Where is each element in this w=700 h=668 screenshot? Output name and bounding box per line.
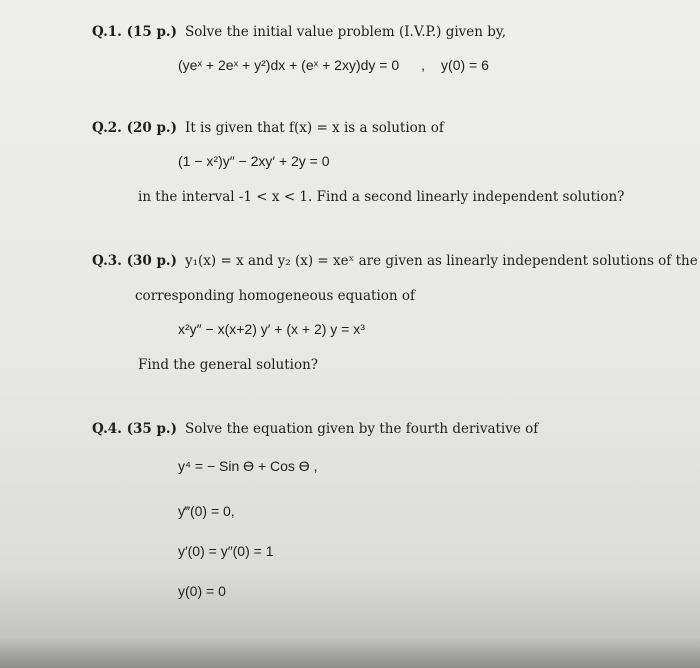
question-3-equation: x²y″ − x(x+2) y′ + (x + 2) y = x³ (178, 321, 365, 337)
question-3-text: y₁(x) = x and y₂ (x) = xeˣ are given as linearly independent solutions of the (184, 253, 698, 269)
question-1-text: Solve the initial value problem (I.V.P.) given by, (184, 24, 507, 40)
question-1-equation: (yeˣ + 2eˣ + y²)dx + (eˣ + 2xy)dy = 0 (178, 57, 400, 73)
question-2-equation: (1 − x²)y″ − 2xy′ + 2y = 0 (178, 153, 330, 169)
question-3-label: Q.3. (30 p.) (92, 253, 177, 269)
question-3-text-2: corresponding homogeneous equation of (135, 288, 416, 304)
question-2-label: Q.2. (20 p.) (92, 120, 177, 136)
question-4-condition-derivatives: y′(0) = y″(0) = 1 (178, 543, 274, 559)
question-4-equation: y⁴ = − Sin ϴ + Cos ϴ , (178, 458, 318, 474)
question-4-text: Solve the equation given by the fourth derivative of (184, 421, 539, 437)
question-4-condition-third-derivative: y‴(0) = 0, (178, 503, 235, 519)
question-1-separator: , (421, 57, 426, 73)
question-4-label: Q.4. (35 p.) (92, 421, 177, 437)
question-2-header (92, 120, 444, 136)
question-2-interval-text: in the interval -1 < x < 1. Find a second linearly independent solution? (138, 189, 625, 205)
bottom-shadow (0, 638, 700, 668)
question-4-header (92, 421, 538, 437)
question-3-header (92, 253, 698, 269)
question-2-text: It is given that f(x) = x is a solution of (184, 120, 444, 136)
question-1-initial-condition: y(0) = 6 (441, 57, 489, 73)
question-1-header (92, 24, 506, 40)
question-3-text-3: Find the general solution? (138, 357, 319, 373)
question-1-label: Q.1. (15 p.) (92, 24, 177, 40)
question-4-condition-value: y(0) = 0 (178, 583, 226, 599)
question-1-equation-line (178, 57, 489, 73)
